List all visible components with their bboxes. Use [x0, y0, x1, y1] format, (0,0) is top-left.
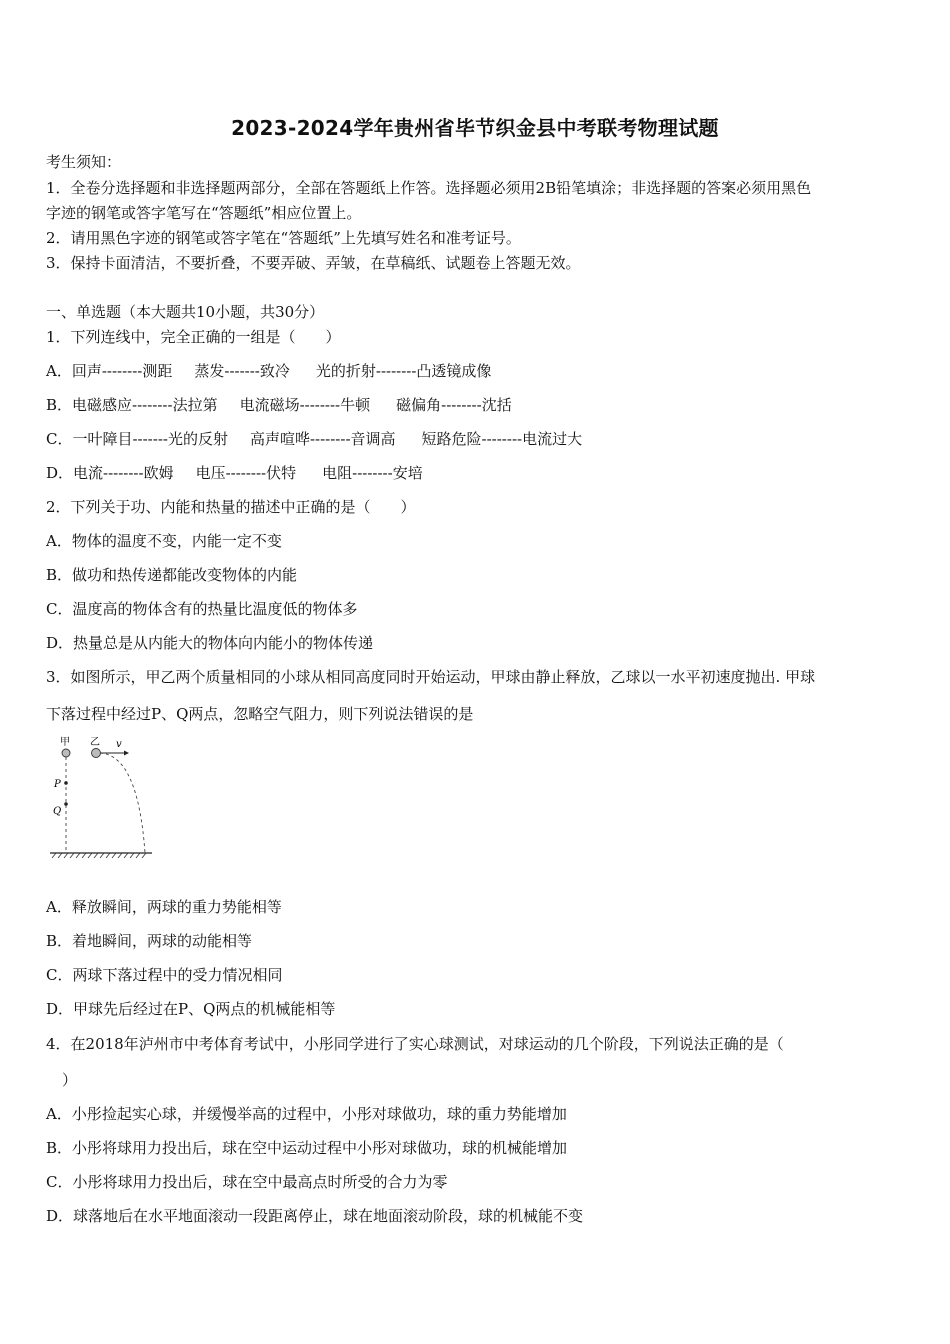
- question-4-option-a: A．小彤捡起实心球，并缓慢举高的过程中，小彤对球做功，球的重力势能增加: [46, 1105, 567, 1123]
- notice-item-3: 3．保持卡面清洁，不要折叠，不要弄破、弄皱，在草稿纸、试题卷上答题无效。: [46, 254, 581, 272]
- question-2-stem: 2．下列关于功、内能和热量的描述中正确的是（ ）: [46, 498, 416, 516]
- q1-c-part1: C．一叶障目-------光的反射: [46, 430, 228, 448]
- q1-c-part3: 短路危险--------电流过大: [421, 430, 583, 448]
- exam-title: 2023-2024学年贵州省毕节织金县中考联考物理试题: [231, 116, 719, 140]
- notice-item-1: 1．全卷分选择题和非选择题两部分，全部在答题纸上作答。选择题必须用2B铅笔填涂；非选择题的答案必须用黑色: [46, 179, 812, 197]
- question-3-stem: 3．如图所示，甲乙两个质量相同的小球从相同高度同时开始运动，甲球由静止释放，乙球以一水平初速度抛出. 甲球: [46, 668, 816, 686]
- question-3-stem-cont: 下落过程中经过P、Q两点，忽略空气阻力，则下列说法错误的是: [46, 705, 474, 723]
- question-3-option-d: D．甲球先后经过在P、Q两点的机械能相等: [46, 1000, 336, 1018]
- question-4-option-b: B．小彤将球用力投出后，球在空中运动过程中小彤对球做功，球的机械能增加: [46, 1139, 568, 1157]
- question-3-option-b: B．着地瞬间，两球的动能相等: [46, 932, 253, 950]
- point-q: [64, 802, 68, 806]
- q1-d-part3: 电阻--------安培: [322, 464, 423, 482]
- ball-jia: [62, 749, 70, 757]
- label-v: v: [116, 739, 122, 750]
- label-p: P: [54, 779, 61, 790]
- q1-c-part2: 高声喧哗--------音调高: [249, 430, 396, 448]
- question-1-option-c: [46, 429, 582, 449]
- label-jia: 甲: [60, 737, 70, 748]
- q1-b-part2: 电流磁场--------牛顿: [239, 396, 371, 414]
- question-3-option-a: A．释放瞬间，两球的重力势能相等: [46, 898, 282, 916]
- q1-a-part1: A．回声--------测距: [46, 362, 173, 380]
- question-2-option-a: A．物体的温度不变，内能一定不变: [46, 532, 282, 550]
- yi-path: [100, 753, 145, 853]
- question-2-option-c: C．温度高的物体含有的热量比温度低的物体多: [46, 600, 358, 618]
- question-4-option-c: C．小彤将球用力投出后，球在空中最高点时所受的合力为零: [46, 1173, 448, 1191]
- question-4-stem-cont: ）: [62, 1071, 78, 1089]
- q1-a-part3: 光的折射--------凸透镜成像: [315, 362, 492, 380]
- q1-d-part1: D．电流--------欧姆: [46, 464, 174, 482]
- notice-item-2: 2．请用黑色字迹的钢笔或答字笔在“答题纸”上先填写姓名和准考证号。: [46, 229, 521, 247]
- question-4-stem: 4．在2018年泸州市中考体育考试中，小彤同学进行了实心球测试，对球运动的几个阶段，下列说法正确的是（: [46, 1035, 784, 1053]
- velocity-arrowhead: [124, 751, 129, 756]
- question-3-option-c: C．两球下落过程中的受力情况相同: [46, 966, 283, 984]
- label-yi: 乙: [90, 737, 100, 748]
- question-2-option-b: B．做功和热传递都能改变物体的内能: [46, 566, 298, 584]
- ball-yi: [92, 749, 101, 758]
- falling-balls-figure: [46, 733, 156, 859]
- notice-item-1-cont: 字迹的钢笔或答字笔写在“答题纸”相应位置上。: [46, 204, 362, 222]
- question-4-option-d: D．球落地后在水平地面滚动一段距离停止，球在地面滚动阶段，球的机械能不变: [46, 1207, 584, 1225]
- question-1-option-d: [46, 463, 423, 483]
- section-heading: 一、单选题（本大题共10小题，共30分）: [46, 303, 325, 321]
- question-2-option-d: D．热量总是从内能大的物体向内能小的物体传递: [46, 634, 374, 652]
- q1-d-part2: 电压--------伏特: [195, 464, 297, 482]
- ground-hatch: [52, 853, 146, 858]
- label-q: Q: [53, 806, 62, 817]
- q1-b-part3: 磁偏角--------沈括: [396, 396, 512, 414]
- notice-heading: 考生须知：: [46, 153, 122, 171]
- q1-b-part1: B．电磁感应--------法拉第: [46, 396, 218, 414]
- question-1-option-b: [46, 395, 512, 415]
- point-p: [64, 781, 68, 785]
- q1-a-part2: 蒸发-------致冷: [194, 362, 290, 380]
- question-1-stem: 1．下列连线中，完全正确的一组是（ ）: [46, 328, 341, 346]
- question-1-option-a: [46, 361, 491, 381]
